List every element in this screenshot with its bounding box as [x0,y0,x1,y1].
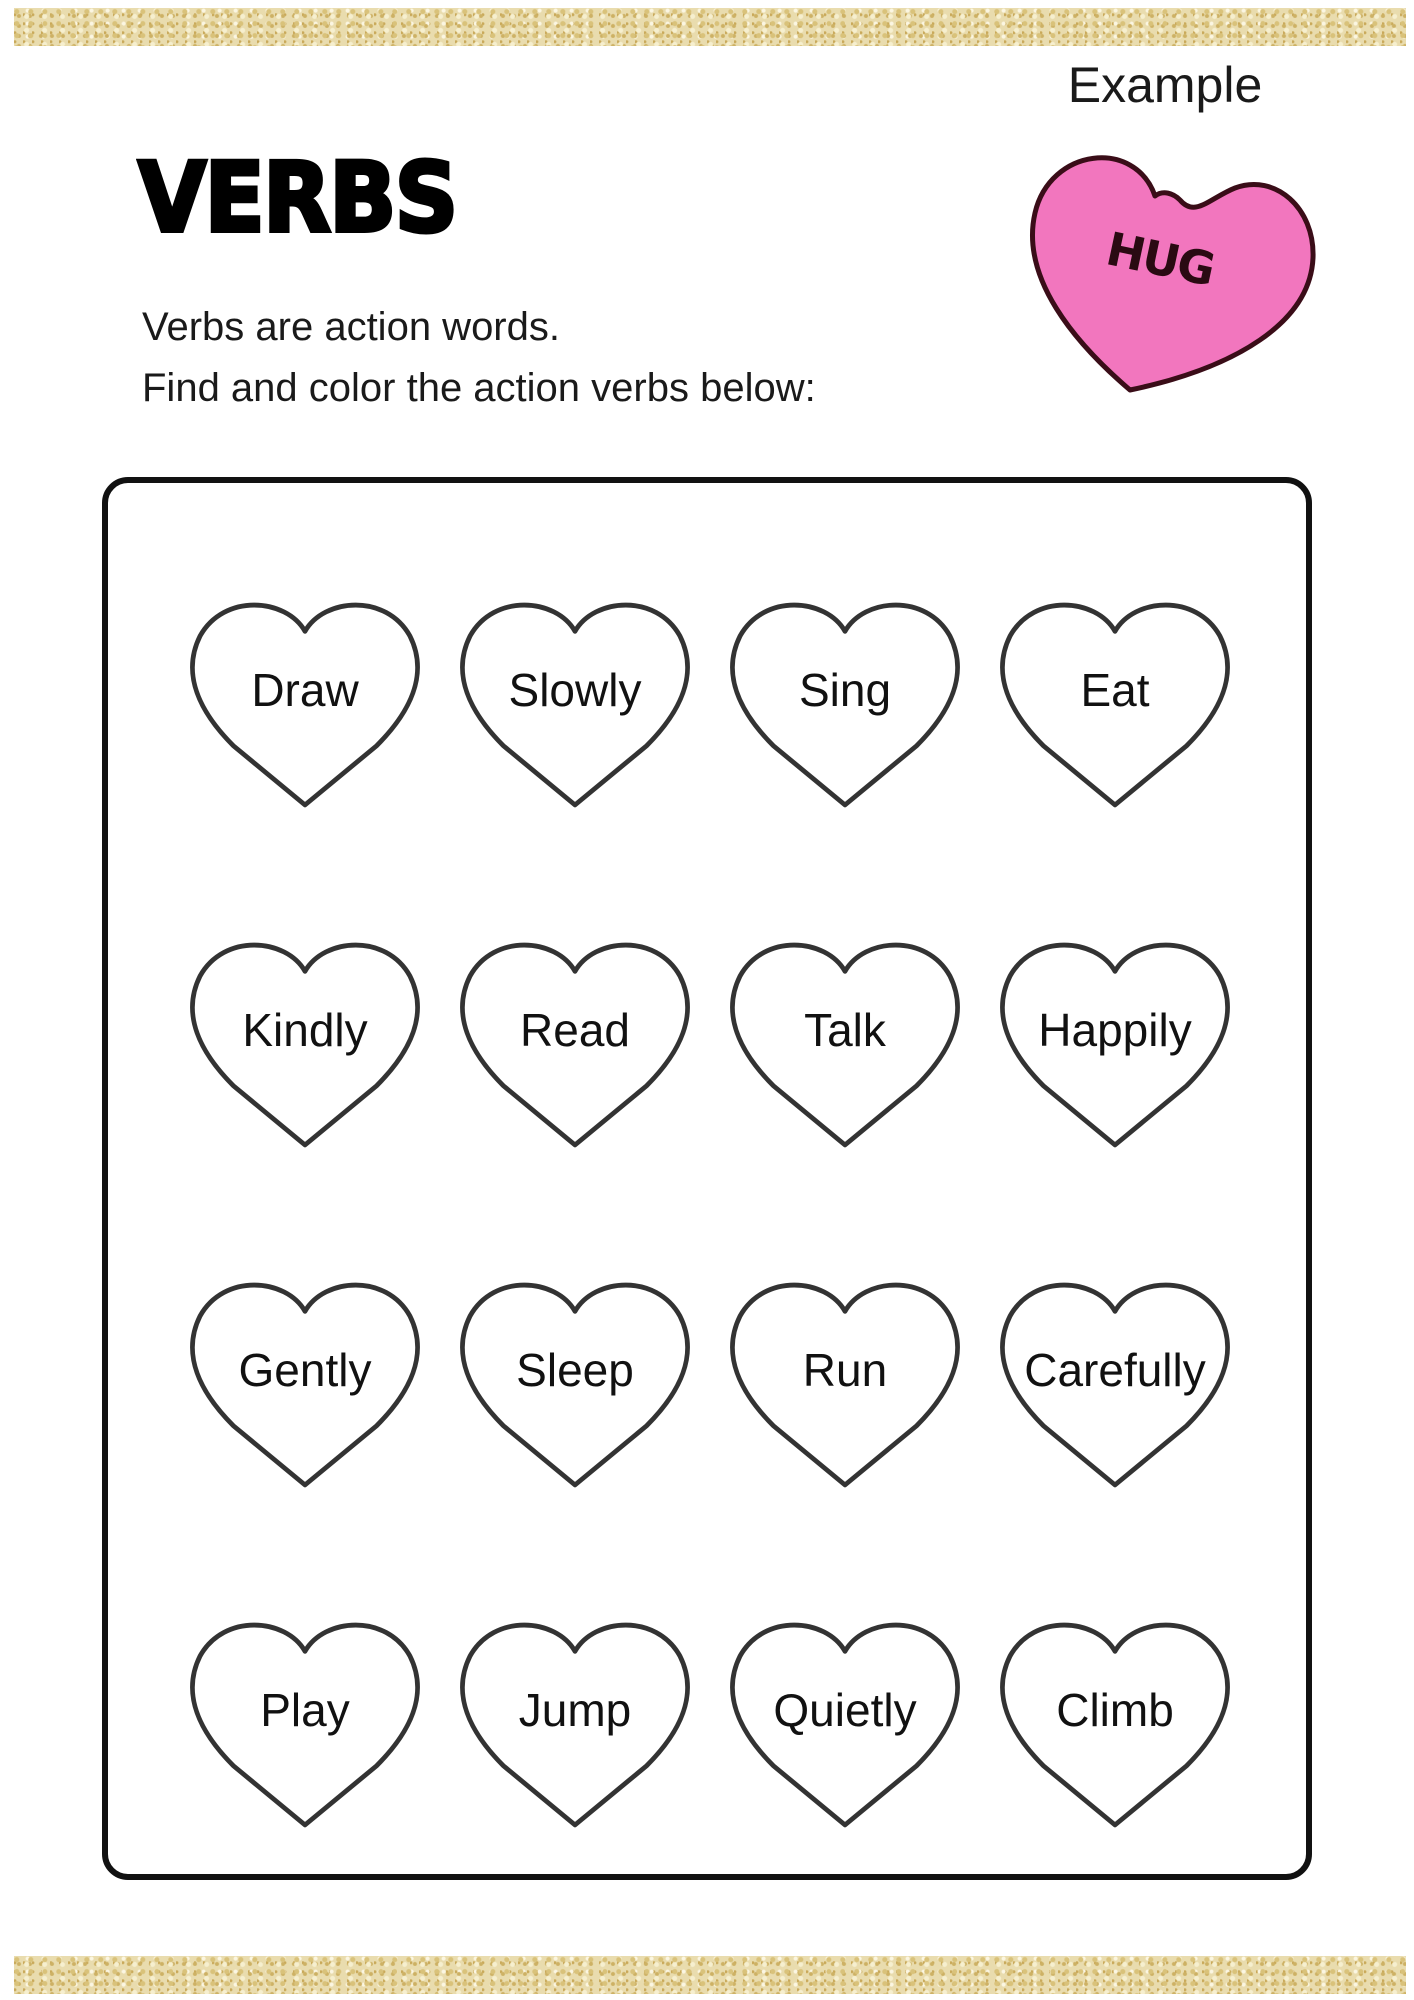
heart-word-label: Play [260,1684,350,1736]
example-label: Example [1067,57,1263,113]
heart-word-label: Talk [804,1004,886,1056]
heart-word-label: Read [520,1004,630,1056]
glitter-border-bottom [14,1956,1406,1994]
word-heart-climb[interactable] [990,1605,1240,1857]
heart-word-label: Carefully [1024,1344,1206,1396]
word-heart-eat[interactable] [990,585,1240,837]
heart-word-label: Slowly [508,664,642,716]
word-heart-draw[interactable] [180,585,430,837]
word-heart-carefully[interactable] [990,1265,1240,1517]
intro-text-line-1: Verbs are action words. [142,305,560,349]
word-heart-run[interactable] [720,1265,970,1517]
example-word: HUG [1101,221,1219,297]
word-heart-slowly[interactable] [450,585,700,837]
heart-word-label: Sleep [516,1344,634,1396]
heart-word-label: Happily [1038,1004,1192,1056]
word-heart-play[interactable] [180,1605,430,1857]
heart-word-label: Run [802,1344,888,1396]
page-title: VERBS [138,142,457,254]
word-heart-jump[interactable] [450,1605,700,1857]
word-heart-quietly[interactable] [720,1605,970,1857]
word-heart-happily[interactable] [990,925,1240,1177]
word-heart-gently[interactable] [180,1265,430,1517]
word-heart-kindly[interactable] [180,925,430,1177]
word-heart-read[interactable] [450,925,700,1177]
heart-grid [180,585,1240,1857]
word-heart-sleep[interactable] [450,1265,700,1517]
heart-word-label: Draw [251,664,359,716]
heart-word-label: Jump [518,1684,632,1736]
intro-text-line-2: Find and color the action verbs below: [142,366,816,410]
glitter-border-top [14,8,1406,46]
heart-word-label: Climb [1056,1684,1174,1736]
heart-word-label: Sing [798,664,892,716]
word-heart-talk[interactable] [720,925,970,1177]
word-heart-sing[interactable] [720,585,970,837]
heart-word-label: Kindly [242,1004,368,1056]
heart-word-label: Eat [1080,664,1150,716]
heart-word-label: Gently [238,1344,372,1396]
heart-word-label: Quietly [773,1684,917,1736]
